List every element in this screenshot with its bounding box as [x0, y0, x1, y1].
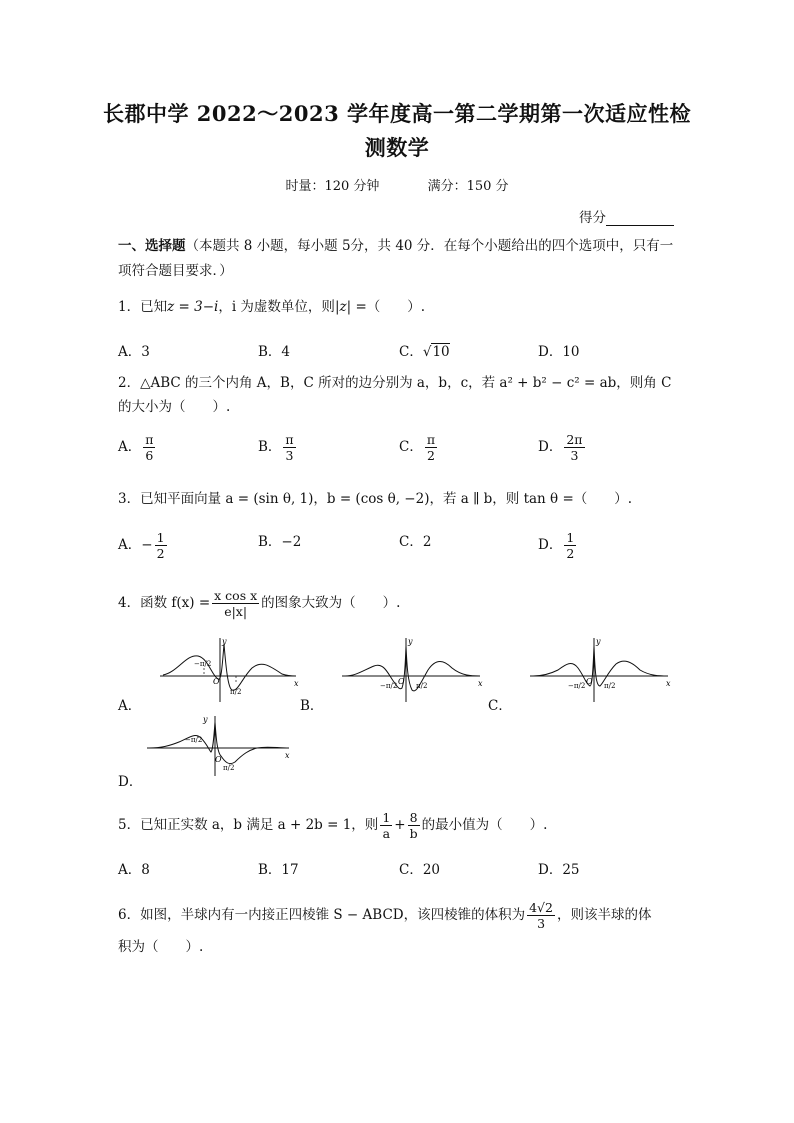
- section-title: 一、选择题: [118, 238, 186, 254]
- q4-option-b[interactable]: B．: [300, 698, 324, 714]
- score-blank: [606, 211, 674, 226]
- graph-c-neg-half-pi: −π/2: [568, 682, 586, 690]
- question-2-line2: 的大小为（ ）.: [118, 399, 231, 415]
- q5-option-c[interactable]: C．20: [399, 862, 441, 878]
- q4-option-a[interactable]: A．: [118, 698, 142, 714]
- graph-d-origin: O: [215, 755, 222, 764]
- q1-expr: z = 3−i: [167, 299, 219, 315]
- graph-c-half-pi: π/2: [604, 682, 616, 690]
- q3-option-b[interactable]: B．−2: [258, 534, 302, 550]
- graph-d-half-pi: π/2: [223, 764, 235, 772]
- graph-a-origin: O: [213, 677, 220, 686]
- q3-option-a[interactable]: A．− $\frac{1}{2}$: [118, 530, 165, 561]
- q6-text-a: 6．如图，半球内有一内接正四棱锥 S − ABCD，该四棱锥的体积为: [118, 907, 526, 923]
- q4-prefix: 4．函数 f(x) =: [118, 595, 211, 611]
- q4-suffix: 的图象大致为（ ）.: [261, 595, 401, 611]
- q4-graph-d: [145, 712, 295, 780]
- q1-option-d[interactable]: D．10: [538, 344, 580, 360]
- q3-option-c[interactable]: C．2: [399, 534, 432, 550]
- question-2-line1: 2．△ABC 的三个内角 A，B，C 所对的边分别为 a，b，c，若 a² + b² − c² = ab，则角 C: [118, 375, 672, 391]
- graph-c-y-label: y: [596, 637, 601, 646]
- q3-option-d[interactable]: D． $\frac{1}{2}$: [538, 530, 575, 561]
- q6-text-b: ，则该半球的体: [556, 907, 652, 923]
- graph-a-x-label: x: [294, 679, 299, 688]
- q4-graph-a: [158, 632, 303, 704]
- q2-option-d[interactable]: D． $\frac{2\pi}{3}$: [538, 432, 583, 463]
- exam-meta: [0, 175, 794, 194]
- q2-option-b[interactable]: B． $\frac{\pi}{3}$: [258, 432, 294, 463]
- section-heading: [118, 234, 674, 284]
- graph-c-x-label: x: [666, 679, 671, 688]
- q5-suffix: 的最小值为（ ）.: [421, 817, 548, 833]
- exam-title-line1: 长郡中学 2022～2023 学年度高一第二学期第一次适应性检: [102, 101, 691, 126]
- time-limit: 时量：120 分钟: [285, 179, 380, 194]
- q4-option-d[interactable]: D．: [118, 774, 143, 790]
- graph-d-y-label: y: [203, 715, 208, 724]
- q1-abs: |z| =: [334, 299, 367, 315]
- q4-graph-b: [340, 632, 485, 704]
- graph-b-origin: O: [398, 677, 405, 686]
- q1-prefix: 1．已知: [118, 299, 168, 315]
- graph-b-y-label: y: [408, 637, 413, 646]
- graph-c-origin: O: [586, 677, 593, 686]
- q1-option-a[interactable]: A．3: [118, 344, 150, 360]
- q1-mid: ，i 为虚数单位，则: [218, 299, 335, 315]
- question-3: 3．已知平面向量 a = (sin θ, 1)，b = (cos θ, −2)，若 a ∥ b，则 tan θ =（ ）.: [118, 491, 633, 507]
- question-6-line1: 6．如图，半球内有一内接正四棱锥 S − ABCD，该四棱锥的体积为 $\frac{4√2}{3}$ ，则该半球的体: [118, 900, 652, 931]
- q4-graph-c: [528, 632, 673, 704]
- q1-option-c[interactable]: C．√10: [399, 344, 450, 360]
- question-5: 5．已知正实数 a，b 满足 a + 2b = 1，则 $\frac{1}{a}$ + $\frac{8}{b}$ 的最小值为（ ）.: [118, 810, 548, 841]
- question-4: 4．函数 f(x) = $\frac{\text{x cos x}}{e|x|}$ 的图象大致为（ ）.: [118, 588, 401, 619]
- q1-option-b[interactable]: B．4: [258, 344, 291, 360]
- graph-a-neg-half-pi: −π/2: [194, 660, 212, 668]
- graph-b-x-label: x: [478, 679, 483, 688]
- graph-d-x-label: x: [285, 751, 290, 760]
- q5-option-b[interactable]: B．17: [258, 862, 299, 878]
- graph-b-neg-half-pi: −π/2: [380, 682, 398, 690]
- q5-option-a[interactable]: A．8: [118, 862, 150, 878]
- graph-d-neg-half-pi: −π/2: [185, 736, 203, 744]
- q2-option-a[interactable]: A． $\frac{\pi}{6}$: [118, 432, 154, 463]
- q1-suffix: （ ）.: [366, 299, 426, 315]
- question-1: [118, 296, 425, 318]
- graph-a-half-pi: π/2: [230, 688, 242, 696]
- exam-title-line2: 测数学: [364, 135, 430, 160]
- question-6-line2: 积为（ ）.: [118, 939, 204, 955]
- full-score: 满分：150 分: [427, 179, 509, 194]
- section-instructions: （本题共 8 小题，每小题 5分，共 40 分．在每个小题给出的四个选项中，只有一项符合题目要求．）: [118, 238, 674, 279]
- graph-b-half-pi: π/2: [416, 682, 428, 690]
- q5-prefix: 5．已知正实数 a，b 满足 a + 2b = 1，则: [118, 817, 379, 833]
- score-field: [579, 206, 674, 226]
- q5-option-d[interactable]: D．25: [538, 862, 580, 878]
- graph-a-y-label: y: [222, 637, 227, 646]
- score-label: 得分: [579, 210, 606, 226]
- q2-option-c[interactable]: C． $\frac{\pi}{2}$: [399, 432, 436, 463]
- q4-option-c[interactable]: C．: [488, 698, 512, 714]
